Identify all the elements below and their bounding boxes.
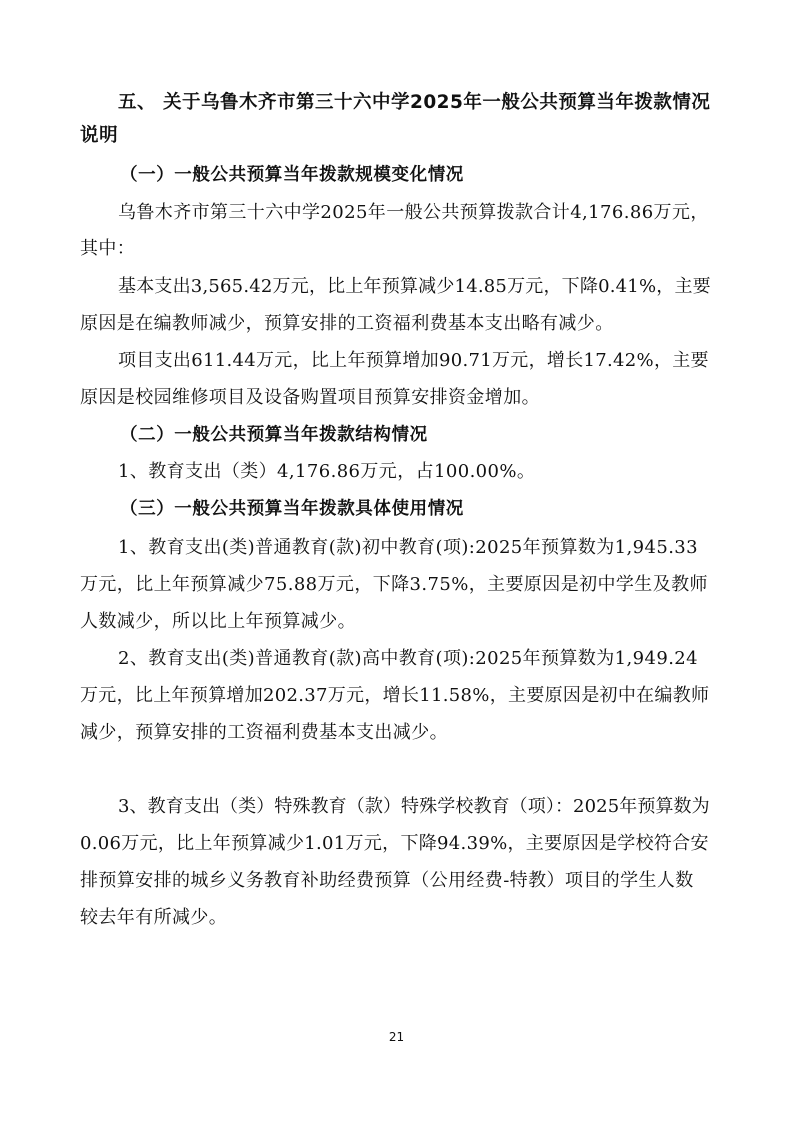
part3-item2-line2: 万元，比上年预算增加202.37万元，增长11.58%，主要原因是初中在编教师: [80, 685, 710, 706]
part3-item3-line3: 排预算安排的城乡义务教育补助经费预算（公用经费-特教）项目的学生人数: [80, 870, 694, 891]
part1-paragraph1-line2: 其中：: [80, 238, 136, 259]
page-number: 21: [388, 1030, 405, 1044]
part2-heading: （二）一般公共预算当年拨款结构情况: [120, 425, 428, 445]
part1-paragraph3-line2: 原因是校园维修项目及设备购置项目预算安排资金增加。: [80, 387, 540, 408]
part1-heading: （一）一般公共预算当年拨款规模变化情况: [120, 165, 464, 185]
part2-paragraph1: 1、教育支出（类）4,176.86万元，占100.00%。: [118, 461, 536, 482]
part3-heading: （三）一般公共预算当年拨款具体使用情况: [120, 499, 464, 519]
part3-item2-line1: 2、教育支出(类)普通教育(款)高中教育(项):2025年预算数为1,949.24: [118, 648, 699, 669]
part3-item1-line2: 万元，比上年预算减少75.88万元，下降3.75%，主要原因是初中学生及教师: [80, 574, 708, 595]
part1-paragraph2-line2: 原因是在编教师减少，预算安排的工资福利费基本支出略有减少。: [80, 313, 614, 334]
section-title: 五、 关于乌鲁木齐市第三十六中学2025年一般公共预算当年拨款情况: [118, 92, 711, 113]
part1-paragraph3-line1: 项目支出611.44万元，比上年预算增加90.71万元，增长17.42%，主要: [118, 350, 709, 371]
part3-item3-line4: 较去年有所减少。: [80, 907, 228, 928]
part3-item1-line3: 人数减少，所以比上年预算减少。: [80, 611, 356, 632]
part1-paragraph1-line1: 乌鲁木齐市第三十六中学2025年一般公共预算拨款合计4,176.86万元，: [118, 202, 709, 223]
part3-item3-line1: 3、教育支出（类）特殊教育（款）特殊学校教育（项）：2025年预算数为: [118, 796, 710, 817]
part3-item2-line3: 减少，预算安排的工资福利费基本支出减少。: [80, 722, 448, 743]
part1-paragraph2-line1: 基本支出3,565.42万元，比上年预算减少14.85万元，下降0.41%，主要: [118, 276, 711, 297]
part3-item1-line1: 1、教育支出(类)普通教育(款)初中教育(项):2025年预算数为1,945.33: [118, 537, 699, 558]
part3-item3-line2: 0.06万元，比上年预算减少1.01万元，下降94.39%，主要原因是学校符合安: [80, 833, 709, 854]
section-title-continued: 说明: [80, 125, 119, 146]
